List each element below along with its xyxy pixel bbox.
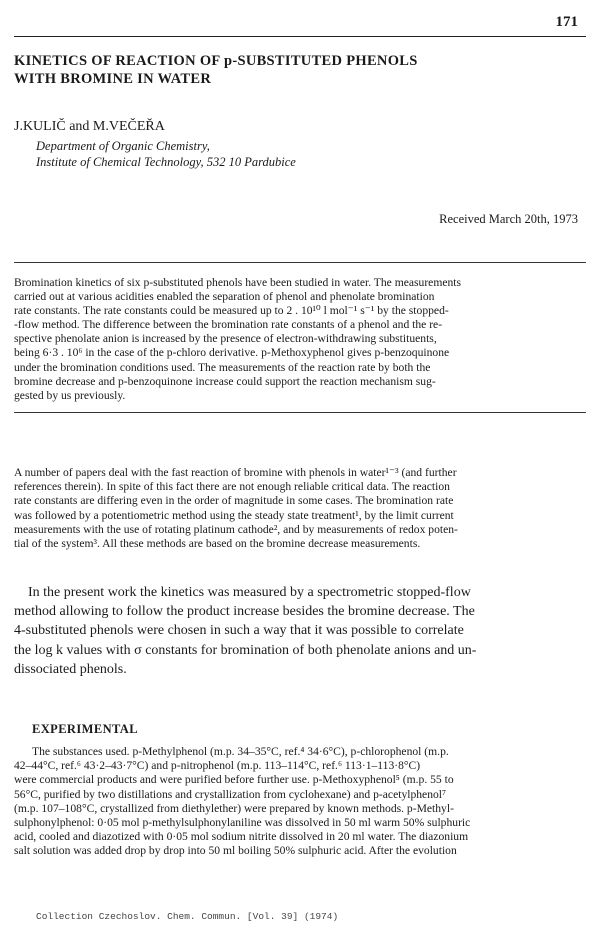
experimental-line: The substances used. p-Methylphenol (m.p. 34–35°C, ref.⁴ 34·6°C), p-chlorophenol (m.p. <box>32 745 449 758</box>
abstract-line: Bromination kinetics of six p-substituted phenols have been studied in water. The measurements <box>14 276 462 289</box>
abstract-line: spective phenolate anion is increased by the presence of electron-withdrawing substituents, <box>14 332 437 346</box>
experimental-paragraph <box>14 745 586 859</box>
abstract-line: bromine decrease and p-benzoquinone increase could support the reaction mechanism sug- <box>14 374 436 388</box>
experimental-line: salt solution was added drop by drop into 50 ml boiling 50% sulphuric acid. After the evolution <box>14 844 457 858</box>
abstract-line: rate constants. The rate constants could be measured up to 2 . 10¹⁰ l mol⁻¹ s⁻¹ by the stopped- <box>14 304 449 318</box>
present-work-line: method allowing to follow the product increase besides the bromine decrease. The <box>14 604 475 620</box>
abstract-line: -flow method. The difference between the bromination rate constants of a phenol and the re- <box>14 318 443 332</box>
article-title <box>14 52 574 88</box>
present-work-line: In the present work the kinetics was measured by a spectrometric stopped-flow <box>28 585 471 600</box>
affiliation <box>36 138 296 170</box>
intro-line: measurements with the use of rotating platinum cathode², and by measurements of redox poten- <box>14 522 458 536</box>
present-work-line: the log k values with σ constants for bromination of both phenolate anions and un- <box>14 642 477 658</box>
experimental-line: acid, cooled and diazotized with 0·05 mol sodium nitrite dissolved in 20 ml water. The diazonium <box>14 830 469 844</box>
abstract-bottom-rule <box>14 412 586 413</box>
intro-line: was followed by a potentiometric method using the steady state treatment¹, by the limit current <box>14 508 454 522</box>
authors: J.KULIČ and M.VEČEŘA <box>14 119 165 134</box>
title-line: WITH BROMINE IN WATER <box>14 71 212 87</box>
experimental-line: (m.p. 107–108°C, crystallized from diethylether) were prepared by known methods. p-Methyl- <box>14 801 454 815</box>
abstract-line: gested by us previously. <box>14 388 126 402</box>
present-work-line: 4-substituted phenols were chosen in such a way that it was possible to correlate <box>14 623 464 639</box>
experimental-line: 42–44°C, ref.⁶ 43·2–43·7°C) and p-nitrophenol (m.p. 113–114°C, ref.⁶ 113·1–113·8°C) <box>14 759 421 773</box>
abstract-line: under the bromination conditions used. The measurements of the reaction rate by both the <box>14 360 431 374</box>
title-line: KINETICS OF REACTION OF p-SUBSTITUTED PHENOLS <box>14 53 418 69</box>
experimental-heading: EXPERIMENTAL <box>32 722 138 736</box>
page-number: 171 <box>555 14 578 30</box>
intro-line: references therein). In spite of this fact there are not enough reliable critical data. The reaction <box>14 480 450 494</box>
affiliation-line: Institute of Chemical Technology, 532 10 Pardubice <box>36 155 296 169</box>
abstract-line: being 6·3 . 10⁶ in the case of the p-chloro derivative. p-Methoxyphenol gives p-benzoquinone <box>14 346 450 360</box>
affiliation-line: Department of Organic Chemistry, <box>36 139 210 153</box>
abstract <box>14 276 586 403</box>
received-date: Received March 20th, 1973 <box>439 212 578 226</box>
intro-line: rate constants are differing even in the order of magnitude in some cases. The bromination rate <box>14 494 454 508</box>
experimental-line: sulphonylphenol: 0·05 mol p-methylsulphonylaniline was dissolved in 50 ml warm 50% sulphuric <box>14 816 471 830</box>
top-rule <box>14 36 586 37</box>
intro-line: tial of the system³. All these methods are based on the bromine decrease measurements. <box>14 537 421 551</box>
experimental-line: 56°C, purified by two distillations and crystallization from cyclohexane) and p-acetylphenol⁷ <box>14 787 447 801</box>
abstract-line: carried out at various acidities enabled the separation of phenol and phenolate bromination <box>14 290 435 304</box>
journal-footer: Collection Czechoslov. Chem. Commun. [Vol. 39] (1974) <box>36 911 339 922</box>
intro-line: A number of papers deal with the fast reaction of bromine with phenols in water¹⁻³ (and further <box>14 466 457 479</box>
abstract-top-rule <box>14 262 586 263</box>
present-work-line: dissociated phenols. <box>14 661 127 677</box>
intro-paragraph <box>14 466 586 551</box>
experimental-line: were commercial products and were purified before further use. p-Methoxyphenol⁵ (m.p. 55 to <box>14 773 454 787</box>
present-work-paragraph <box>14 583 586 679</box>
